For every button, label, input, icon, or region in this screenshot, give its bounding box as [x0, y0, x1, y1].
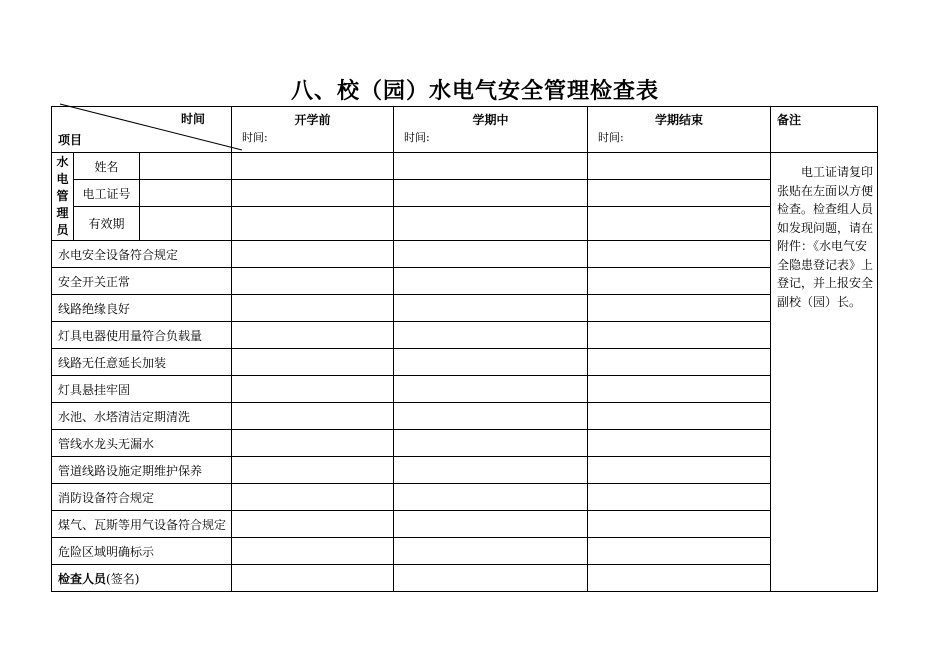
remark-note: 电工证请复印张贴在左面以方便检查。检查组人员如发现问题，请在附件：《水电气安全隐患登记表》上登记，并上报安全副校（园）长。 [771, 153, 878, 592]
table-row [52, 457, 878, 484]
check-cell[interactable] [232, 207, 394, 241]
column-header-before-term [232, 107, 394, 153]
table-row [52, 295, 878, 322]
manager-input-cell[interactable] [140, 180, 232, 207]
table-row [52, 268, 878, 295]
check-cell[interactable] [588, 430, 771, 457]
check-cell[interactable] [232, 349, 394, 376]
check-cell[interactable] [588, 153, 771, 180]
manager-row-cert [52, 180, 878, 207]
check-cell[interactable] [588, 511, 771, 538]
check-cell[interactable] [394, 153, 588, 180]
column-header-end-term [588, 107, 771, 153]
item-label: 灯具电器使用量符合负载量 [52, 322, 232, 349]
column-time-field[interactable]: 时间: [242, 131, 268, 144]
check-cell[interactable] [232, 538, 394, 565]
item-label: 线路无任意延长加装 [52, 349, 232, 376]
check-cell[interactable] [588, 241, 771, 268]
check-cell[interactable] [394, 538, 588, 565]
check-cell[interactable] [588, 207, 771, 241]
check-cell[interactable] [394, 322, 588, 349]
column-header-label: 开学前 [294, 113, 331, 127]
diagonal-header-cell [52, 107, 232, 153]
check-cell[interactable] [232, 153, 394, 180]
manager-field-label: 姓名 [74, 153, 140, 180]
inspector-row [52, 565, 878, 592]
table-row [52, 430, 878, 457]
inspector-label: 检查人员(签名) [52, 565, 232, 592]
check-cell[interactable] [394, 403, 588, 430]
check-cell[interactable] [232, 403, 394, 430]
table-row [52, 538, 878, 565]
check-cell[interactable] [232, 484, 394, 511]
check-cell[interactable] [588, 268, 771, 295]
check-cell[interactable] [232, 376, 394, 403]
check-cell[interactable] [588, 403, 771, 430]
diagonal-header-item: 项目 [58, 133, 83, 147]
check-cell[interactable] [394, 180, 588, 207]
manager-row-name [52, 153, 878, 180]
column-time-field[interactable]: 时间: [404, 131, 430, 144]
signature-cell[interactable] [232, 565, 394, 592]
check-cell[interactable] [588, 295, 771, 322]
item-label: 灯具悬挂牢固 [52, 376, 232, 403]
check-cell[interactable] [394, 268, 588, 295]
check-cell[interactable] [232, 322, 394, 349]
item-label: 管道线路设施定期维护保养 [52, 457, 232, 484]
item-label: 危险区域明确标示 [52, 538, 232, 565]
page-title: 八、校（园）水电气安全管理检查表 [290, 79, 659, 104]
check-cell[interactable] [394, 376, 588, 403]
check-cell[interactable] [394, 207, 588, 241]
check-cell[interactable] [394, 484, 588, 511]
table-row [52, 403, 878, 430]
check-cell[interactable] [394, 349, 588, 376]
table-row [52, 484, 878, 511]
column-header-label: 学期结束 [655, 113, 704, 127]
manager-field-label: 电工证号 [74, 180, 140, 207]
header-row [52, 107, 878, 153]
check-cell[interactable] [394, 511, 588, 538]
check-cell[interactable] [232, 295, 394, 322]
check-cell[interactable] [232, 430, 394, 457]
check-cell[interactable] [232, 511, 394, 538]
check-cell[interactable] [394, 457, 588, 484]
item-label: 管线水龙头无漏水 [52, 430, 232, 457]
check-cell[interactable] [394, 241, 588, 268]
check-cell[interactable] [394, 430, 588, 457]
column-time-field[interactable]: 时间: [598, 131, 624, 144]
item-label: 线路绝缘良好 [52, 295, 232, 322]
manager-group-label: 水 电 管 理 员 [52, 153, 74, 241]
check-cell[interactable] [588, 484, 771, 511]
check-cell[interactable] [394, 295, 588, 322]
check-cell[interactable] [588, 457, 771, 484]
table-row [52, 322, 878, 349]
signature-cell[interactable] [394, 565, 588, 592]
check-cell[interactable] [232, 241, 394, 268]
item-label: 水电安全设备符合规定 [52, 241, 232, 268]
manager-input-cell[interactable] [140, 153, 232, 180]
table-row [52, 349, 878, 376]
column-header-mid-term [394, 107, 588, 153]
check-cell[interactable] [588, 538, 771, 565]
table-row [52, 376, 878, 403]
item-label: 消防设备符合规定 [52, 484, 232, 511]
check-cell[interactable] [588, 349, 771, 376]
inspection-table [51, 106, 878, 592]
manager-row-validity [52, 207, 878, 241]
manager-input-cell[interactable] [140, 207, 232, 241]
check-cell[interactable] [232, 180, 394, 207]
manager-field-label: 有效期 [74, 207, 140, 241]
check-cell[interactable] [588, 180, 771, 207]
table-row [52, 241, 878, 268]
column-header-label: 学期中 [472, 113, 509, 127]
item-label: 水池、水塔清洁定期清洗 [52, 403, 232, 430]
check-cell[interactable] [232, 268, 394, 295]
diagonal-header-time: 时间 [181, 112, 206, 126]
signature-cell[interactable] [588, 565, 771, 592]
check-cell[interactable] [588, 322, 771, 349]
item-label: 安全开关正常 [52, 268, 232, 295]
check-cell[interactable] [588, 376, 771, 403]
item-label: 煤气、瓦斯等用气设备符合规定 [52, 511, 232, 538]
remark-header: 备注 [771, 107, 878, 153]
table-row [52, 511, 878, 538]
check-cell[interactable] [232, 457, 394, 484]
